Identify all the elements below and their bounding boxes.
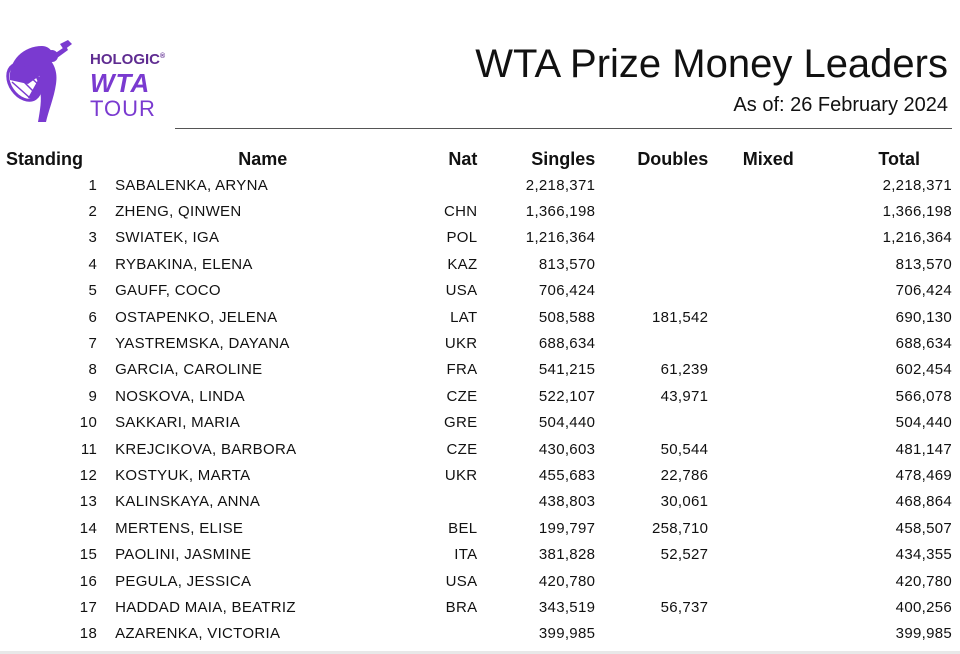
cell-standing: 9 — [88, 387, 98, 405]
logo-tour-text: TOUR — [90, 96, 156, 121]
cell-singles: 343,519 — [538, 598, 596, 616]
cell-standing: 5 — [88, 282, 98, 300]
prize-money-table — [0, 146, 960, 647]
cell-doubles: 50,544 — [660, 440, 709, 458]
cell-total: 504,440 — [895, 414, 952, 432]
cell-doubles: 56,737 — [660, 598, 709, 616]
cell-total: 478,469 — [895, 466, 952, 484]
cell-total: 458,507 — [895, 519, 952, 537]
cell-mixed — [708, 198, 793, 224]
cell-total: 1,366,198 — [882, 203, 952, 221]
cell-singles: 813,570 — [538, 255, 596, 273]
cell-singles: 706,424 — [538, 282, 596, 300]
cell-mixed — [708, 330, 793, 356]
cell-mixed — [708, 383, 793, 409]
cell-doubles: 61,239 — [660, 361, 709, 379]
cell-standing: 16 — [79, 572, 98, 590]
cell-nat: CZE — [446, 440, 478, 458]
table-header-row — [0, 146, 960, 172]
table-row — [0, 515, 960, 541]
logo-hologic-text: HOLOGIC® — [90, 51, 166, 68]
header-divider — [175, 128, 952, 129]
cell-doubles: 43,971 — [660, 387, 709, 405]
table-row — [0, 594, 960, 620]
cell-standing: 4 — [88, 255, 98, 273]
cell-nat — [422, 172, 477, 198]
cell-doubles: 52,527 — [660, 546, 709, 564]
cell-name: RYBAKINA, ELENA — [115, 255, 253, 273]
cell-name: MERTENS, ELISE — [115, 519, 244, 537]
cell-total: 690,130 — [895, 308, 952, 326]
cell-mixed — [708, 225, 793, 251]
cell-total: 1,216,364 — [882, 229, 952, 247]
wta-tour-logo — [2, 40, 172, 124]
table-row — [0, 383, 960, 409]
cell-doubles — [595, 172, 708, 198]
cell-doubles: 258,710 — [652, 519, 709, 537]
table-row — [0, 568, 960, 594]
cell-name: GARCIA, CAROLINE — [115, 361, 263, 379]
col-header-total: Total — [878, 148, 920, 169]
cell-total: 420,780 — [895, 572, 952, 590]
cell-singles: 1,216,364 — [525, 229, 596, 247]
cell-name: AZARENKA, VICTORIA — [115, 625, 281, 643]
cell-mixed — [708, 489, 793, 515]
cell-standing: 1 — [88, 176, 98, 194]
cell-standing: 15 — [79, 546, 98, 564]
cell-name: KALINSKAYA, ANNA — [115, 493, 261, 511]
cell-mixed — [708, 568, 793, 594]
table-row — [0, 541, 960, 567]
cell-mixed — [708, 541, 793, 567]
logo-wta-text: WTA — [90, 68, 151, 98]
cell-nat — [422, 621, 477, 647]
cell-standing: 7 — [88, 335, 98, 353]
cell-mixed — [708, 515, 793, 541]
cell-doubles: 22,786 — [660, 466, 709, 484]
cell-standing: 13 — [79, 493, 98, 511]
table-row — [0, 225, 960, 251]
col-header-standing: Standing — [6, 148, 83, 169]
cell-standing: 17 — [79, 598, 98, 616]
cell-total: 813,570 — [895, 255, 952, 273]
table-row — [0, 304, 960, 330]
cell-name: PEGULA, JESSICA — [115, 572, 252, 590]
cell-nat: BEL — [448, 519, 478, 537]
cell-singles: 504,440 — [538, 414, 596, 432]
tennis-player-logo-icon — [2, 40, 84, 124]
cell-doubles — [595, 198, 708, 224]
cell-total: 706,424 — [895, 282, 952, 300]
cell-name: ZHENG, QINWEN — [115, 203, 242, 221]
cell-name: KOSTYUK, MARTA — [115, 466, 251, 484]
cell-nat: UKR — [444, 335, 478, 353]
cell-name: SAKKARI, MARIA — [115, 414, 241, 432]
cell-total: 400,256 — [895, 598, 952, 616]
cell-nat: LAT — [450, 308, 478, 326]
cell-singles: 199,797 — [538, 519, 596, 537]
col-header-name: Name — [238, 148, 288, 169]
cell-standing: 6 — [88, 308, 98, 326]
cell-standing: 3 — [88, 229, 98, 247]
cell-standing: 8 — [88, 361, 98, 379]
cell-nat: POL — [446, 229, 478, 247]
cell-doubles — [595, 621, 708, 647]
cell-name: SWIATEK, IGA — [115, 229, 220, 247]
cell-nat: FRA — [446, 361, 478, 379]
cell-singles: 438,803 — [538, 493, 596, 511]
cell-singles: 2,218,371 — [525, 176, 596, 194]
cell-singles: 508,588 — [538, 308, 596, 326]
cell-mixed — [708, 410, 793, 436]
cell-doubles — [595, 330, 708, 356]
cell-total: 602,454 — [895, 361, 952, 379]
cell-nat: BRA — [445, 598, 478, 616]
cell-mixed — [708, 278, 793, 304]
cell-name: SABALENKA, ARYNA — [115, 176, 269, 194]
table-row — [0, 489, 960, 515]
cell-singles: 420,780 — [538, 572, 596, 590]
cell-doubles: 30,061 — [660, 493, 709, 511]
cell-standing: 11 — [80, 440, 98, 458]
cell-nat: KAZ — [447, 255, 478, 273]
cell-singles: 399,985 — [538, 625, 596, 643]
cell-total: 481,147 — [895, 440, 952, 458]
cell-singles: 1,366,198 — [525, 203, 596, 221]
cell-name: HADDAD MAIA, BEATRIZ — [115, 598, 296, 616]
as-of-date: As of: 26 February 2024 — [733, 94, 948, 116]
table-row — [0, 410, 960, 436]
cell-name: PAOLINI, JASMINE — [115, 546, 252, 564]
cell-mixed — [708, 462, 793, 488]
cell-standing: 12 — [79, 466, 98, 484]
table-row — [0, 462, 960, 488]
cell-nat: GRE — [444, 414, 478, 432]
cell-total: 2,218,371 — [882, 176, 952, 194]
cell-mixed — [708, 357, 793, 383]
table-row — [0, 172, 960, 198]
cell-nat: USA — [445, 572, 478, 590]
cell-total: 566,078 — [895, 387, 952, 405]
cell-standing: 14 — [79, 519, 98, 537]
cell-singles: 688,634 — [538, 335, 596, 353]
cell-mixed — [708, 172, 793, 198]
cell-name: GAUFF, COCO — [115, 282, 221, 300]
cell-total: 688,634 — [895, 335, 952, 353]
table-row — [0, 198, 960, 224]
cell-name: YASTREMSKA, DAYANA — [115, 335, 290, 353]
col-header-singles: Singles — [531, 148, 596, 169]
cell-nat: UKR — [444, 466, 478, 484]
cell-nat — [422, 489, 477, 515]
cell-mixed — [708, 251, 793, 277]
cell-singles: 455,683 — [538, 466, 596, 484]
cell-name: OSTAPENKO, JELENA — [115, 308, 278, 326]
cell-doubles — [595, 568, 708, 594]
cell-doubles — [595, 410, 708, 436]
cell-total: 399,985 — [895, 625, 952, 643]
cell-mixed — [708, 436, 793, 462]
table-row — [0, 251, 960, 277]
cell-mixed — [708, 621, 793, 647]
cell-name: NOSKOVA, LINDA — [115, 387, 245, 405]
cell-singles: 541,215 — [538, 361, 596, 379]
table-row — [0, 436, 960, 462]
cell-nat: USA — [445, 282, 478, 300]
table-row — [0, 330, 960, 356]
cell-name: KREJCIKOVA, BARBORA — [115, 440, 297, 458]
col-header-doubles: Doubles — [637, 148, 709, 169]
cell-mixed — [708, 594, 793, 620]
cell-mixed — [708, 304, 793, 330]
cell-total: 434,355 — [895, 546, 952, 564]
cell-doubles — [595, 278, 708, 304]
cell-nat: CZE — [446, 387, 478, 405]
cell-nat: CHN — [444, 203, 478, 221]
cell-nat: ITA — [454, 546, 478, 564]
cell-standing: 2 — [88, 203, 98, 221]
col-header-nat: Nat — [448, 148, 478, 169]
page-title: WTA Prize Money Leaders — [475, 42, 948, 86]
table-row — [0, 357, 960, 383]
cell-singles: 430,603 — [538, 440, 596, 458]
cell-singles: 522,107 — [538, 387, 596, 405]
table-row — [0, 621, 960, 647]
cell-doubles — [595, 251, 708, 277]
cell-singles: 381,828 — [538, 546, 596, 564]
cell-doubles — [595, 225, 708, 251]
cell-doubles: 181,542 — [652, 308, 709, 326]
col-header-mixed: Mixed — [742, 148, 794, 169]
cell-total: 468,864 — [895, 493, 952, 511]
cell-standing: 18 — [79, 625, 98, 643]
table-row — [0, 278, 960, 304]
cell-standing: 10 — [79, 414, 98, 432]
